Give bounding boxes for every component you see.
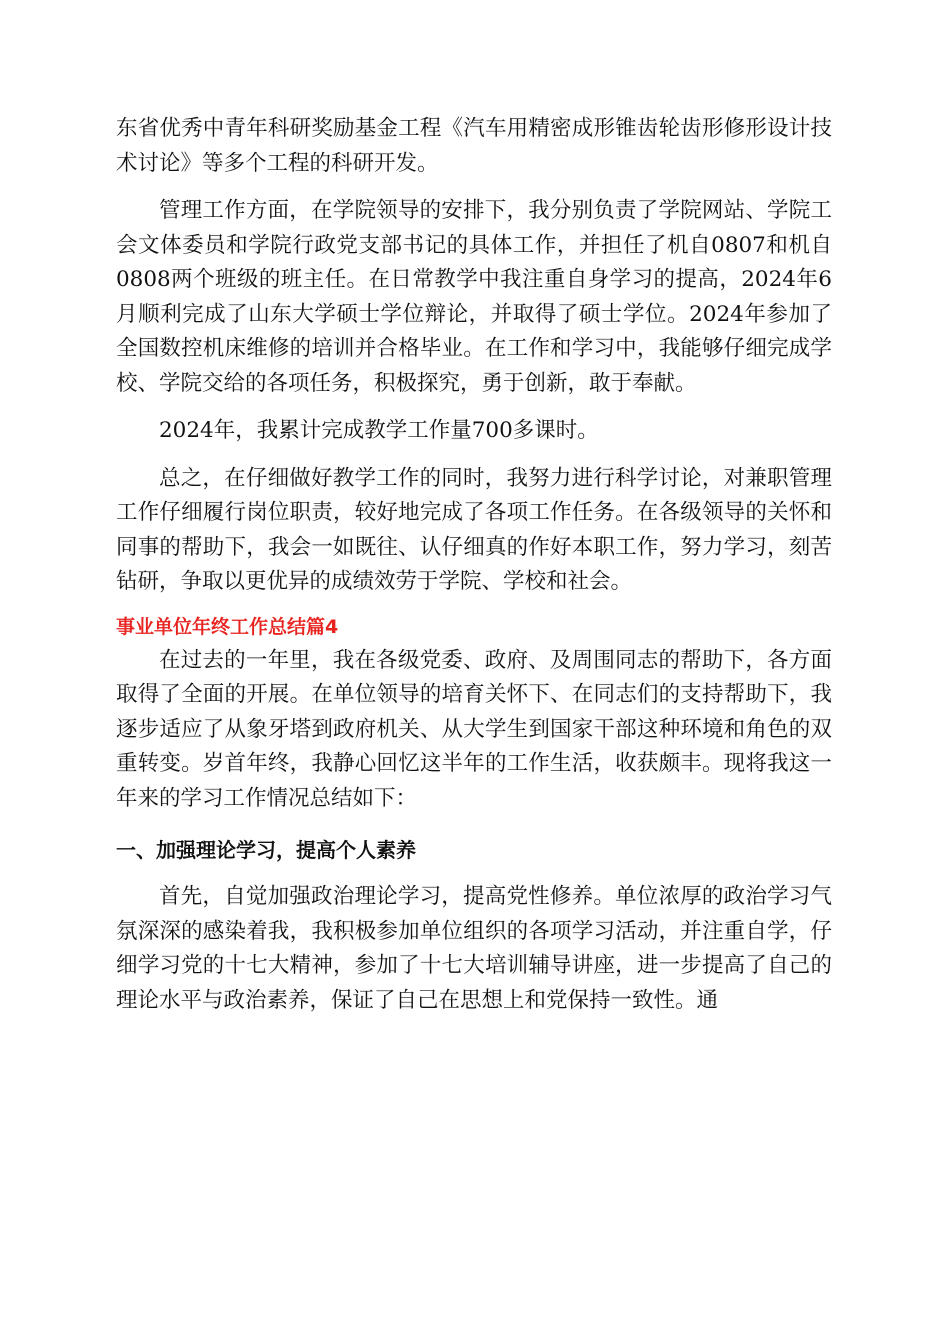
paragraph-theory-study: 首先，自觉加强政治理论学习，提高党性修养。单位浓厚的政治学习气氛深深的感染着我，我积极参加单位组织的各项学习活动，并注重自学，仔细学习党的十七大精神，参加了十七大培训辅导讲座，进一步提高了自己的理论水平与政治素养，保证了自己在思想上和党保持一致性。通 [116, 884, 832, 1013]
paragraph-summary: 总之，在仔细做好教学工作的同时，我努力进行科学讨论，对兼职管理工作仔细履行岗位职责，较好地完成了各项工作任务。在各级领导的关怀和同事的帮助下，我会一如既往、认仔细真的作好本职工作，努力学习，刻苦钻研，争取以更优异的成绩效劳于学院、学校和社会。 [116, 465, 832, 594]
paragraph-continued: 东省优秀中青年科研奖励基金工程《汽车用精密成形锥齿轮齿形修形设计技术讨论》等多个工程的科研开发。 [116, 116, 832, 176]
subsection-heading: 一、加强理论学习，提高个人素养 [116, 838, 416, 862]
section-title: 事业单位年终工作总结篇4 [116, 615, 339, 638]
document-body [116, 112, 832, 1018]
paragraph-intro: 在过去的一年里，我在各级党委、政府、及周围同志的帮助下，各方面取得了全面的开展。在单位领导的培育关怀下、在同志们的支持帮助下，我逐步适应了从象牙塔到政府机关、从大学生到国家干部这种环境和角色的双重转变。岁首年终，我静心回忆这半年的工作生活，收获颇丰。现将我这一年来的学习工作情况总结如下： [116, 647, 832, 811]
paragraph-workload: 2024年，我累计完成教学工作量700多课时。 [159, 418, 599, 443]
paragraph-management-work: 管理工作方面，在学院领导的安排下，我分别负责了学院网站、学院工会文体委员和学院行政党支部书记的具体工作，并担任了机自0807和机自0808两个班级的班主任。在日常教学中我注重自身学习的提高，2024年6月顺利完成了山东大学硕士学位辩论，并取得了硕士学位。2024年参加了全国数控机床维修的培训并合格毕业。在工作和学习中，我能够仔细完成学校、学院交给的各项任务，积极探究，勇于创新，敢于奉献。 [116, 198, 832, 396]
